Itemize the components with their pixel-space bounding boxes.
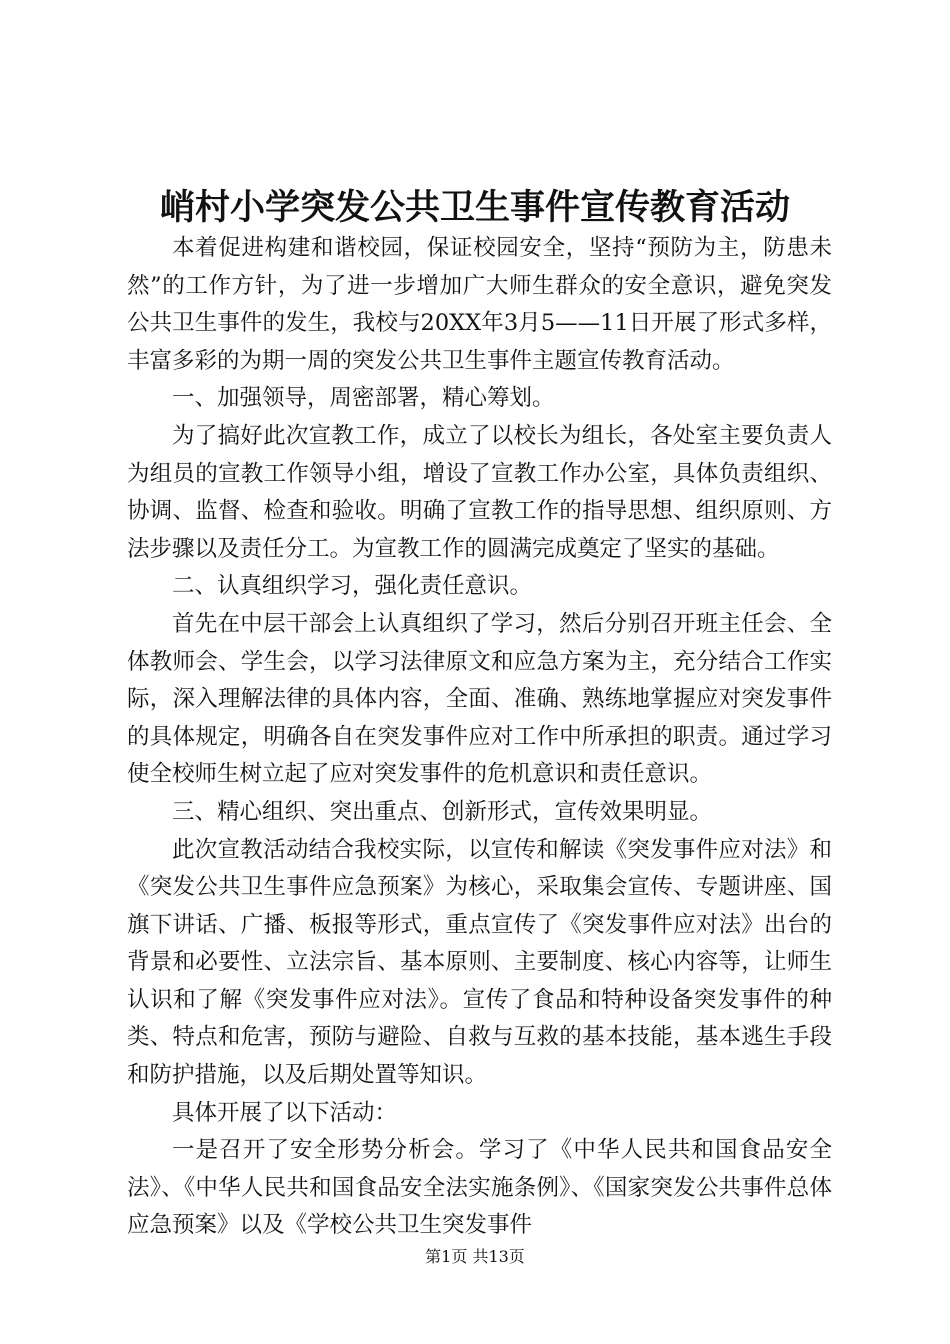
document-body [127, 230, 832, 1245]
paragraph: 一是召开了安全形势分析会。学习了《中华人民共和国食品安全法》、《中华人民共和国食品安全法实施条例》、《国家突发公共事件总体应急预案》以及《学校公共卫生突发事件 [127, 1137, 832, 1239]
paragraph: 具体开展了以下活动： [172, 1099, 398, 1126]
section-heading: 三、精心组织、突出重点、创新形式，宣传效果明显。 [172, 798, 713, 825]
paragraph: 此次宣教活动结合我校实际，以宣传和解读《突发事件应对法》和《突发公共卫生事件应急预案》为核心，采取集会宣传、专题讲座、国旗下讲话、广播、板报等形式，重点宣传了《突发事件应对法》出台的背景和必要性、立法宗旨、基本原则、主要制度、核心内容等，让师生认识和了解《突发事件应对法》。宣传了食品和特种设备突发事件的种类、特点和危害，预防与避险、自救与互救的基本技能，基本逃生手段和防护措施，以及后期处置等知识。 [127, 836, 832, 1089]
page-footer: 第1页 共13页 [425, 1247, 525, 1266]
document-title: 峭村小学突发公共卫生事件宣传教育活动 [159, 187, 790, 228]
paragraph: 本着促进构建和谐校园，保证校园安全，坚持“预防为主，防患未然”的工作方针，为了进一步增加广大师生群众的安全意识，避免突发公共卫生事件的发生，我校与20XX年3月5——11日开展了形式多样，丰富多彩的为期一周的突发公共卫生事件主题宣传教育活动。 [127, 235, 832, 374]
section-heading: 一、加强领导，周密部署，精心筹划。 [172, 385, 555, 412]
section-heading: 二、认真组织学习，强化责任意识。 [172, 573, 533, 600]
paragraph: 首先在中层干部会上认真组织了学习，然后分别召开班主任会、全体教师会、学生会，以学习法律原文和应急方案为主，充分结合工作实际，深入理解法律的具体内容，全面、准确、熟练地掌握应对突发事件的具体规定，明确各自在突发事件应对工作中所承担的职责。通过学习使全校师生树立起了应对突发事件的危机意识和责任意识。 [127, 610, 832, 788]
paragraph: 为了搞好此次宣教工作，成立了以校长为组长，各处室主要负责人为组员的宣教工作领导小组，增设了宣教工作办公室，具体负责组织、协调、监督、检查和验收。明确了宣教工作的指导思想、组织原则、方法步骤以及责任分工。为宣教工作的圆满完成奠定了坚实的基础。 [127, 422, 832, 562]
